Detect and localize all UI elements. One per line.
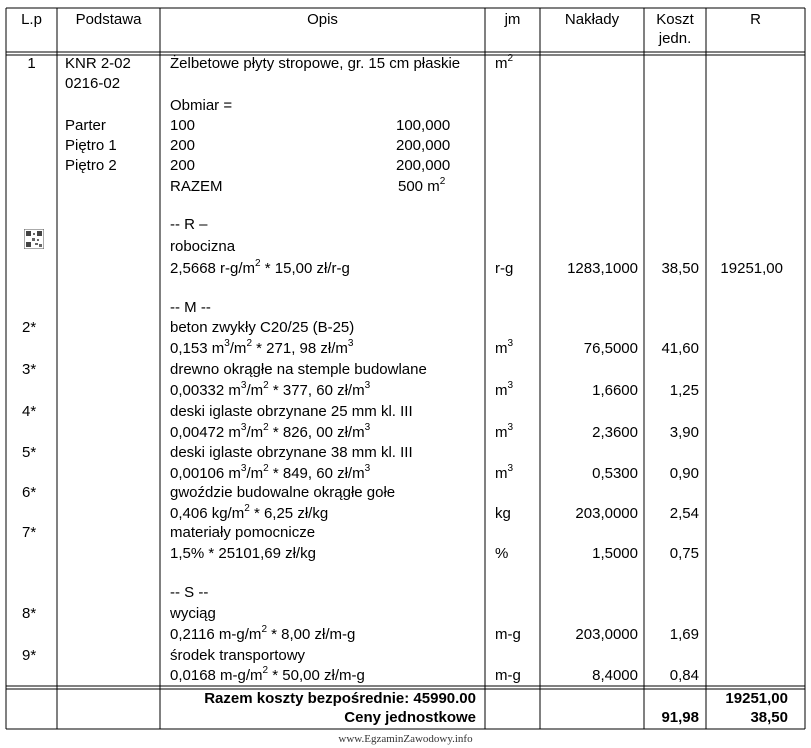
obmiar-razem-value: 500 $m^2$ [398,176,446,195]
material-naklady: 1,5000 [592,545,638,562]
robocizna-formula: 2,5668 $r-g/m^2 * 15,00$ zł/r-g [170,258,350,277]
equipment-lp: 8* [22,605,37,622]
robocizna-r: 19251,00 [720,260,783,277]
material-jm: $m^3$ [495,463,514,482]
section-s: -- S -- [170,584,209,601]
header-naklady: Nakłady [564,11,620,28]
header-jm: jm [504,11,521,28]
summary-ceny-r: 38,50 [750,709,788,726]
header-r: R [750,11,761,28]
equipment-lp: 9* [22,647,37,664]
material-formula: 0,153 $m^3/m^2 * 271$, 98 $zł/m^3$ [170,338,354,357]
material-name: gwoździe budowalne okrągłe gołe [170,484,396,501]
robocizna-koszt: 38,50 [661,260,699,277]
material-lp: 3* [22,361,37,378]
obmiar-value: 200 [170,137,196,154]
equipment-naklady: 8,4000 [592,667,638,684]
equipment-jm: m-g [495,626,521,643]
obmiar-result: 200,000 [396,137,451,154]
material-jm: kg [495,505,511,522]
robocizna-naklady: 1283,1000 [567,260,638,277]
material-naklady: 1,6600 [592,382,638,399]
material-koszt: 0,90 [669,465,699,482]
material-koszt: 0,75 [669,545,699,562]
material-formula: 0,00332 $m^3/m^2 * 377$, 60 $zł/m^3$ [170,380,371,399]
section-m: -- M -- [170,299,211,316]
header-koszt-jedn: jedn. [658,30,692,47]
material-naklady: 2,3600 [592,424,638,441]
obmiar-value: 200 [170,157,196,174]
equipment-naklady: 203,0000 [575,626,638,643]
material-name: materiały pomocnicze [170,524,316,541]
pos1-jm: $m^2$ [495,53,514,72]
material-naklady: 0,5300 [592,465,638,482]
material-formula: 1,5% * 25101,69 zł/kg [170,545,316,562]
material-name: beton zwykły C20/25 (B-25) [170,319,355,336]
material-formula: 0,406 $kg/m^2 * 6,25$ zł/kg [170,503,329,522]
equipment-jm: m-g [495,667,521,684]
material-koszt: 1,25 [669,382,699,399]
obmiar-result: 200,000 [396,157,451,174]
equipment-name: wyciąg [170,605,216,622]
qr-code-icon [24,229,44,249]
obmiar-label: Piętro 2 [65,157,117,174]
material-koszt: 41,60 [661,340,699,357]
material-lp: 4* [22,403,37,420]
material-jm: $m^3$ [495,338,514,357]
summary-razem-r: 19251,00 [725,690,788,707]
material-jm: $m^3$ [495,422,514,441]
summary-ceny-koszt: 91,98 [661,709,699,726]
material-naklady: 203,0000 [575,505,638,522]
material-lp: 7* [22,524,37,541]
material-formula: 0,00472 $m^3/m^2 * 826$, 00 $zł/m^3$ [170,422,371,441]
equipment-name: środek transportowy [170,647,306,664]
pos1-podstawa-1: KNR 2-02 [65,55,131,72]
obmiar-value: 100 [170,117,196,134]
header-koszt: Koszt [656,11,694,28]
material-lp: 2* [22,319,37,336]
pos1-opis: Żelbetowe płyty stropowe, gr. 15 cm płaskie [170,55,461,72]
robocizna-jm: r-g [495,260,514,277]
obmiar-label: Piętro 1 [65,137,117,154]
header-lp: L.p [21,11,42,28]
obmiar-result: 100,000 [396,117,451,134]
summary-ceny-label: Ceny jednostkowe [344,709,476,726]
material-koszt: 2,54 [669,505,699,522]
material-naklady: 76,5000 [583,340,638,357]
header-podstawa: Podstawa [75,11,142,28]
material-name: deski iglaste obrzynane 25 mm kl. III [170,403,413,420]
obmiar-title: Obmiar = [170,97,233,114]
section-r: -- R – [170,216,208,233]
equipment-koszt: 1,69 [669,626,699,643]
material-koszt: 3,90 [669,424,699,441]
equipment-formula: 0,0168 $m-g/m^2 * 50,00$ zł/m-g [170,665,365,684]
pos1-podstawa-2: 0216-02 [65,75,121,92]
material-jm: % [495,545,509,562]
material-name: drewno okrągłe na stemple budowlane [170,361,427,378]
equipment-koszt: 0,84 [669,667,699,684]
robocizna-name: robocizna [170,238,236,255]
obmiar-razem-label: RAZEM [170,178,223,195]
watermark: www.EgzaminZawodowy.info [338,733,473,745]
material-jm: $m^3$ [495,380,514,399]
pos1-lp: 1 [27,55,36,72]
material-formula: 0,00106 $m^3/m^2 * 849$, 60 $zł/m^3$ [170,463,371,482]
equipment-formula: 0,2116 $m-g/m^2 * 8,00$ zł/m-g [170,624,356,643]
material-name: deski iglaste obrzynane 38 mm kl. III [170,444,413,461]
summary-razem-label: Razem koszty bezpośrednie: 45990.00 [204,690,476,707]
obmiar-label: Parter [65,117,106,134]
material-lp: 5* [22,444,37,461]
header-opis: Opis [307,11,338,28]
material-lp: 6* [22,484,37,501]
